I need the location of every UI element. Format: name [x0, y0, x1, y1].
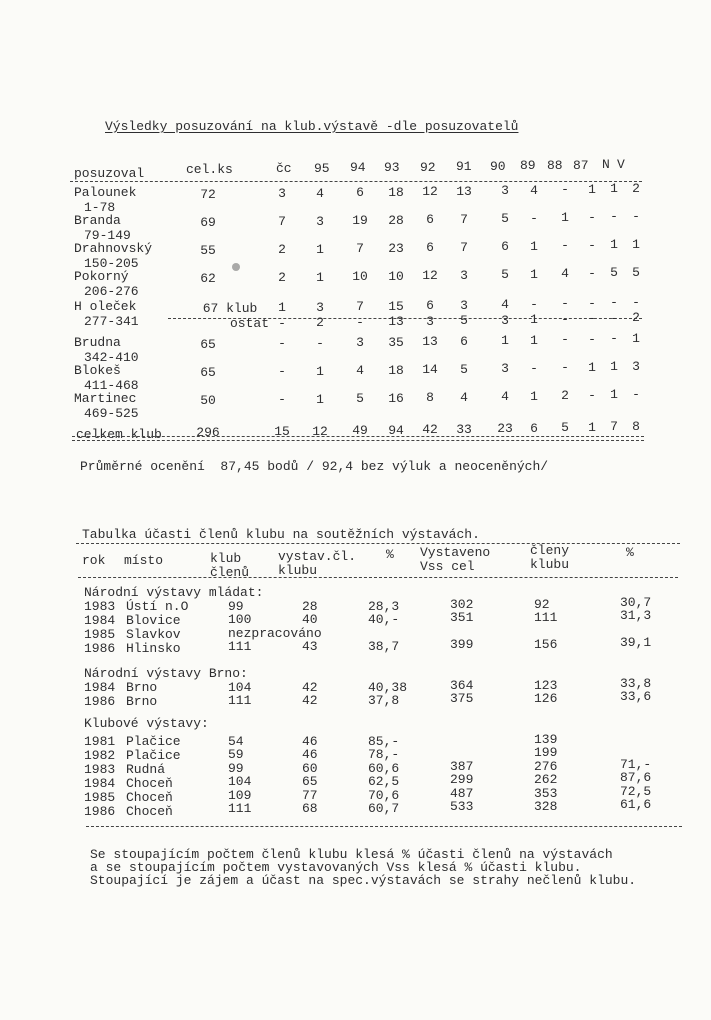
score-cell: 6 — [356, 185, 364, 200]
judge-name: Blokeš — [74, 363, 121, 378]
score-cell: - — [278, 364, 286, 379]
row-exhibited: 68 — [302, 801, 318, 816]
score-cell: 3 — [501, 361, 509, 376]
row-place: Plačice — [126, 734, 181, 749]
score-cell: - — [561, 360, 569, 375]
score-cell: - — [588, 332, 596, 347]
score-cell: - — [561, 182, 569, 197]
score-cell: 13 — [456, 184, 472, 199]
row-exhibited: 65 — [302, 774, 318, 789]
row-exhibited: 42 — [302, 693, 318, 708]
score-cell: 4 — [561, 266, 569, 281]
row-pct: 62,5 — [368, 774, 400, 789]
col-header: 87 — [573, 158, 589, 173]
row-exhibited: 60 — [302, 761, 318, 776]
score-cell: 4 — [316, 186, 324, 201]
score-cell: 3 — [632, 359, 640, 374]
row-pct: 40,38 — [368, 680, 408, 695]
score-cell: 7 — [278, 214, 286, 229]
row-year: 1986 — [84, 804, 116, 819]
score-cell: 1 — [316, 242, 324, 257]
score-cell: 50 — [200, 393, 216, 408]
row-exhibited: 46 — [302, 734, 318, 749]
score-cell: 65 — [200, 365, 216, 380]
h-vyst1: vystav.čl. — [278, 549, 357, 564]
score-cell: 5 — [501, 267, 509, 282]
score-cell: 3 — [278, 186, 286, 201]
row-pct: 37,8 — [368, 693, 400, 708]
score-cell: - — [561, 332, 569, 347]
score-cell: 67 klub — [202, 301, 258, 316]
row-members: 104 — [228, 774, 252, 789]
row-year: 1981 — [84, 734, 116, 749]
row-by-members: 199 — [534, 745, 558, 760]
score-cell: 3 — [356, 335, 364, 350]
row-year: 1983 — [84, 762, 116, 777]
row-place: Brno — [126, 680, 158, 695]
ostat-cell: 3 — [501, 313, 509, 328]
score-cell: 5 — [610, 265, 618, 280]
header-rule — [70, 181, 642, 182]
score-cell: 7 — [356, 241, 364, 256]
row-pct2: 30,7 — [620, 595, 652, 610]
row-year: 1986 — [84, 694, 116, 709]
score-cell: 7 — [356, 299, 364, 314]
row-members: 109 — [228, 788, 252, 803]
score-cell: 1 — [588, 360, 596, 375]
total-cell: 49 — [352, 423, 368, 438]
score-cell: 2 — [561, 388, 569, 403]
row-pct: 60,6 — [368, 761, 400, 776]
score-cell: 5 — [356, 391, 364, 406]
score-cell: 2 — [278, 242, 286, 257]
table1-title: Výsledky posuzování na klub.výstavě -dle posuzovatelů — [105, 119, 519, 134]
row-total: 302 — [450, 597, 474, 612]
score-cell: 4 — [501, 389, 509, 404]
judge-name: H oleček — [74, 299, 137, 314]
score-cell: 1 — [632, 331, 640, 346]
score-cell: 2 — [278, 270, 286, 285]
row-place: Brno — [126, 694, 158, 709]
h-vys2: Vss cel — [420, 559, 475, 574]
catalog-range: 469-525 — [84, 406, 139, 421]
score-cell: - — [610, 209, 618, 224]
h-rok: rok — [82, 553, 106, 568]
score-cell: 7 — [460, 240, 468, 255]
row-pct2: 31,3 — [620, 608, 652, 623]
total-cell: 5 — [561, 420, 569, 435]
score-cell: 10 — [388, 269, 404, 284]
row-members: 111 — [228, 801, 252, 816]
table2-end-rule — [86, 826, 682, 827]
row-by-members: 276 — [534, 759, 558, 774]
col-header: V — [617, 157, 625, 172]
row-place: Plačice — [126, 748, 181, 763]
col-header: 89 — [520, 158, 536, 173]
h-misto: místo — [124, 553, 164, 568]
score-cell: 3 — [316, 214, 324, 229]
score-cell: 1 — [530, 239, 538, 254]
row-year: 1985 — [84, 627, 116, 642]
score-cell: 1 — [561, 210, 569, 225]
row-pct: 40,- — [368, 612, 400, 627]
ostat-cell: 1 — [530, 312, 538, 327]
row-by-members: 126 — [534, 691, 558, 706]
score-cell: 1 — [316, 364, 324, 379]
score-cell: 6 — [460, 334, 468, 349]
total-cell: 33 — [456, 422, 472, 437]
score-cell: 62 — [200, 271, 216, 286]
catalog-range: 150-205 — [84, 256, 139, 271]
row-total: 399 — [450, 637, 474, 652]
score-cell: - — [588, 266, 596, 281]
col-header: čc — [276, 161, 292, 176]
row-total: 364 — [450, 678, 474, 693]
total-cell: 296 — [196, 425, 220, 440]
score-cell: 23 — [388, 241, 404, 256]
score-cell: - — [610, 331, 618, 346]
row-year: 1984 — [84, 776, 116, 791]
score-cell: 16 — [388, 391, 404, 406]
judge-name: Drahnovský — [74, 241, 153, 256]
row-place: Choceň — [126, 776, 173, 791]
row-pct: 60,7 — [368, 801, 400, 816]
table2-title: Tabulka účasti členů klubu na soutěžních výstavách. — [82, 527, 480, 542]
note-line: Stoupající je zájem a účast na spec.výstavách se strahy nečlenů klubu. — [90, 873, 637, 888]
col-header: 94 — [350, 160, 366, 175]
row-pct: 70,6 — [368, 788, 400, 803]
total-cell: 6 — [530, 421, 538, 436]
row-pct: 85,- — [368, 734, 400, 749]
row-total: 387 — [450, 759, 474, 774]
catalog-range: 206-276 — [84, 284, 139, 299]
judge-name: Brudna — [74, 335, 121, 350]
total-cell: 23 — [497, 421, 513, 436]
score-cell: 4 — [356, 363, 364, 378]
section-heading: Klubové výstavy: — [84, 716, 209, 731]
row-members: 111 — [228, 693, 252, 708]
score-cell: - — [632, 387, 640, 402]
total-cell: 8 — [632, 419, 640, 434]
row-place: Slavkov — [126, 627, 181, 642]
row-year: 1984 — [84, 680, 116, 695]
row-place: Blovice — [126, 613, 181, 628]
score-cell: 8 — [426, 390, 434, 405]
score-cell: 5 — [632, 265, 640, 280]
row-total: 487 — [450, 786, 474, 801]
row-pct: 78,- — [368, 747, 400, 762]
score-cell: 12 — [422, 268, 438, 283]
score-cell: - — [530, 361, 538, 376]
score-cell: 1 — [610, 237, 618, 252]
h-pct2: % — [626, 545, 634, 560]
row-year: 1984 — [84, 613, 116, 628]
row-exhibited: 46 — [302, 747, 318, 762]
score-cell: - — [530, 211, 538, 226]
score-cell: 4 — [501, 297, 509, 312]
row-pct2: 61,6 — [620, 797, 652, 812]
row-by-members: 92 — [534, 597, 550, 612]
score-cell: - — [278, 392, 286, 407]
score-cell: - — [588, 238, 596, 253]
ostat-label: ostat — [230, 316, 270, 331]
row-pct: 28,3 — [368, 599, 400, 614]
score-cell: 1 — [316, 270, 324, 285]
row-members: 104 — [228, 680, 252, 695]
catalog-range: 79-149 — [84, 228, 131, 243]
row-by-members: 353 — [534, 786, 558, 801]
ostat-cell: - — [356, 315, 364, 330]
score-cell: 6 — [426, 298, 434, 313]
row-by-members: 262 — [534, 772, 558, 787]
col-header: 95 — [314, 161, 330, 176]
h-vys1: Vystaveno — [420, 545, 491, 560]
row-total: 533 — [450, 799, 474, 814]
score-cell: 5 — [501, 211, 509, 226]
ostat-cell: - — [588, 311, 596, 326]
score-cell: 3 — [316, 300, 324, 315]
score-cell: 69 — [200, 215, 216, 230]
score-cell: 3 — [501, 183, 509, 198]
score-cell: 35 — [388, 335, 404, 350]
row-members: 59 — [228, 747, 244, 762]
row-exhibited: 40 — [302, 612, 318, 627]
score-cell: - — [588, 296, 596, 311]
row-by-members: 111 — [534, 610, 558, 625]
total-cell: 1 — [588, 420, 596, 435]
score-cell: 4 — [530, 183, 538, 198]
section-heading: Národní výstavy mládat: — [84, 585, 264, 600]
col-header: N — [602, 157, 610, 172]
row-total: 375 — [450, 691, 474, 706]
score-cell: 4 — [460, 390, 468, 405]
score-cell: - — [610, 295, 618, 310]
row-members: 99 — [228, 761, 244, 776]
row-exhibited: 77 — [302, 788, 318, 803]
h-vyst2: klubu — [278, 563, 318, 578]
ostat-cell: 13 — [388, 314, 404, 329]
row-total: 351 — [450, 610, 474, 625]
row-place: Ústí n.O — [126, 599, 189, 614]
col-header: 91 — [456, 159, 472, 174]
score-cell: 1 — [632, 237, 640, 252]
col-header: cel.ks — [186, 162, 233, 177]
ink-smudge — [232, 263, 240, 271]
score-cell: 6 — [426, 212, 434, 227]
row-pct2: 87,6 — [620, 770, 652, 785]
score-cell: 1 — [610, 181, 618, 196]
row-place: Choceň — [126, 804, 173, 819]
score-cell: 18 — [388, 363, 404, 378]
score-cell: 28 — [388, 213, 404, 228]
row-year: 1982 — [84, 748, 116, 763]
note-line: a se stoupajícím počtem vystavovaných Vss klesá % účasti klubu. — [90, 860, 582, 875]
row-exhibited: 43 — [302, 639, 318, 654]
score-cell: 1 — [316, 392, 324, 407]
score-cell: 6 — [426, 240, 434, 255]
catalog-range: 342-410 — [84, 350, 139, 365]
score-cell: 1 — [278, 300, 286, 315]
score-cell: 7 — [460, 212, 468, 227]
score-cell: 12 — [422, 184, 438, 199]
score-cell: - — [316, 336, 324, 351]
score-cell: 65 — [200, 337, 216, 352]
table2-header-rule — [78, 577, 678, 578]
total-cell: 42 — [422, 422, 438, 437]
h-cl2: klubu — [530, 557, 570, 572]
h-klub2: členů — [210, 565, 250, 580]
row-by-members: 156 — [534, 637, 558, 652]
row-pct2: 33,8 — [620, 676, 652, 691]
score-cell: - — [632, 209, 640, 224]
row-year: 1986 — [84, 641, 116, 656]
catalog-range: 1-78 — [84, 200, 116, 215]
col-header: 90 — [490, 159, 506, 174]
judge-name: Palounek — [74, 185, 137, 200]
score-cell: 1 — [530, 333, 538, 348]
score-cell: 14 — [422, 362, 438, 377]
score-cell: - — [561, 296, 569, 311]
score-cell: - — [561, 238, 569, 253]
score-cell: 1 — [588, 182, 596, 197]
ostat-cell: - — [278, 316, 286, 331]
row-members: 54 — [228, 734, 244, 749]
score-cell: 72 — [200, 187, 216, 202]
row-pct2: 39,1 — [620, 635, 652, 650]
score-cell: 19 — [352, 213, 368, 228]
table2-title-rule — [76, 543, 680, 544]
score-cell: 10 — [352, 269, 368, 284]
total-cell: 15 — [274, 424, 290, 439]
score-cell: 1 — [610, 387, 618, 402]
total-double-rule — [72, 436, 644, 441]
col-header: 92 — [420, 160, 436, 175]
row-exhibited: 28 — [302, 599, 318, 614]
row-year: 1985 — [84, 790, 116, 805]
col-header: 93 — [384, 160, 400, 175]
col-header: 88 — [547, 158, 563, 173]
ostat-cell: 2 — [632, 310, 640, 325]
note-line: Se stoupajícím počtem členů klubu klesá % účasti členů na výstavách — [90, 847, 613, 862]
row-place: Choceň — [126, 790, 173, 805]
score-cell: - — [632, 295, 640, 310]
score-cell: 5 — [460, 362, 468, 377]
score-cell: - — [530, 297, 538, 312]
row-by-members: 123 — [534, 678, 558, 693]
judge-name: Pokorný — [74, 269, 129, 284]
score-cell: 1 — [530, 267, 538, 282]
catalog-range: 411-468 — [84, 378, 139, 393]
score-cell: 15 — [388, 299, 404, 314]
score-cell: 6 — [501, 239, 509, 254]
row-members: 100 — [228, 612, 252, 627]
ostat-cell: - — [610, 311, 618, 326]
score-cell: 1 — [610, 359, 618, 374]
row-pct2: 71,- — [620, 757, 652, 772]
row-members: nezpracováno — [228, 626, 322, 641]
row-by-members: 328 — [534, 799, 558, 814]
row-place: Hlinsko — [126, 641, 181, 656]
row-exhibited: 42 — [302, 680, 318, 695]
row-place: Rudná — [126, 762, 166, 777]
score-cell: 18 — [388, 185, 404, 200]
ostat-cell: 5 — [460, 313, 468, 328]
score-cell: 1 — [530, 389, 538, 404]
row-pct: 38,7 — [368, 639, 400, 654]
row-members: 99 — [228, 599, 244, 614]
judge-name: Branda — [74, 213, 121, 228]
ostat-cell: 2 — [316, 315, 324, 330]
row-year: 1983 — [84, 599, 116, 614]
total-cell: 7 — [610, 419, 618, 434]
total-cell: 12 — [312, 424, 328, 439]
score-cell: 3 — [460, 298, 468, 313]
score-cell: 13 — [422, 334, 438, 349]
catalog-range: 277-341 — [84, 314, 139, 329]
score-cell: - — [278, 336, 286, 351]
row-total: 299 — [450, 772, 474, 787]
h-klub1: klub — [210, 551, 242, 566]
h-cl1: členy — [530, 543, 570, 558]
score-cell: - — [588, 388, 596, 403]
score-cell: 1 — [501, 333, 509, 348]
score-cell: - — [588, 210, 596, 225]
ostat-cell: - — [561, 312, 569, 327]
row-pct2: 72,5 — [620, 784, 652, 799]
row-by-members: 139 — [534, 732, 558, 747]
total-label: celkem klub — [76, 427, 162, 442]
judge-name: Martinec — [74, 391, 137, 406]
average-note: Průměrné ocenění 87,45 bodů / 92,4 bez výluk a neoceněných/ — [80, 459, 549, 474]
score-cell: 55 — [200, 243, 216, 258]
h-pct: % — [386, 547, 394, 562]
ostat-cell: 3 — [426, 314, 434, 329]
score-cell: 2 — [632, 181, 640, 196]
section-heading: Národní výstavy Brno: — [84, 666, 248, 681]
row-members: 111 — [228, 639, 252, 654]
col-header-posuzoval: posuzoval — [74, 166, 145, 181]
total-cell: 94 — [388, 423, 404, 438]
row-pct2: 33,6 — [620, 689, 652, 704]
score-cell: 3 — [460, 268, 468, 283]
